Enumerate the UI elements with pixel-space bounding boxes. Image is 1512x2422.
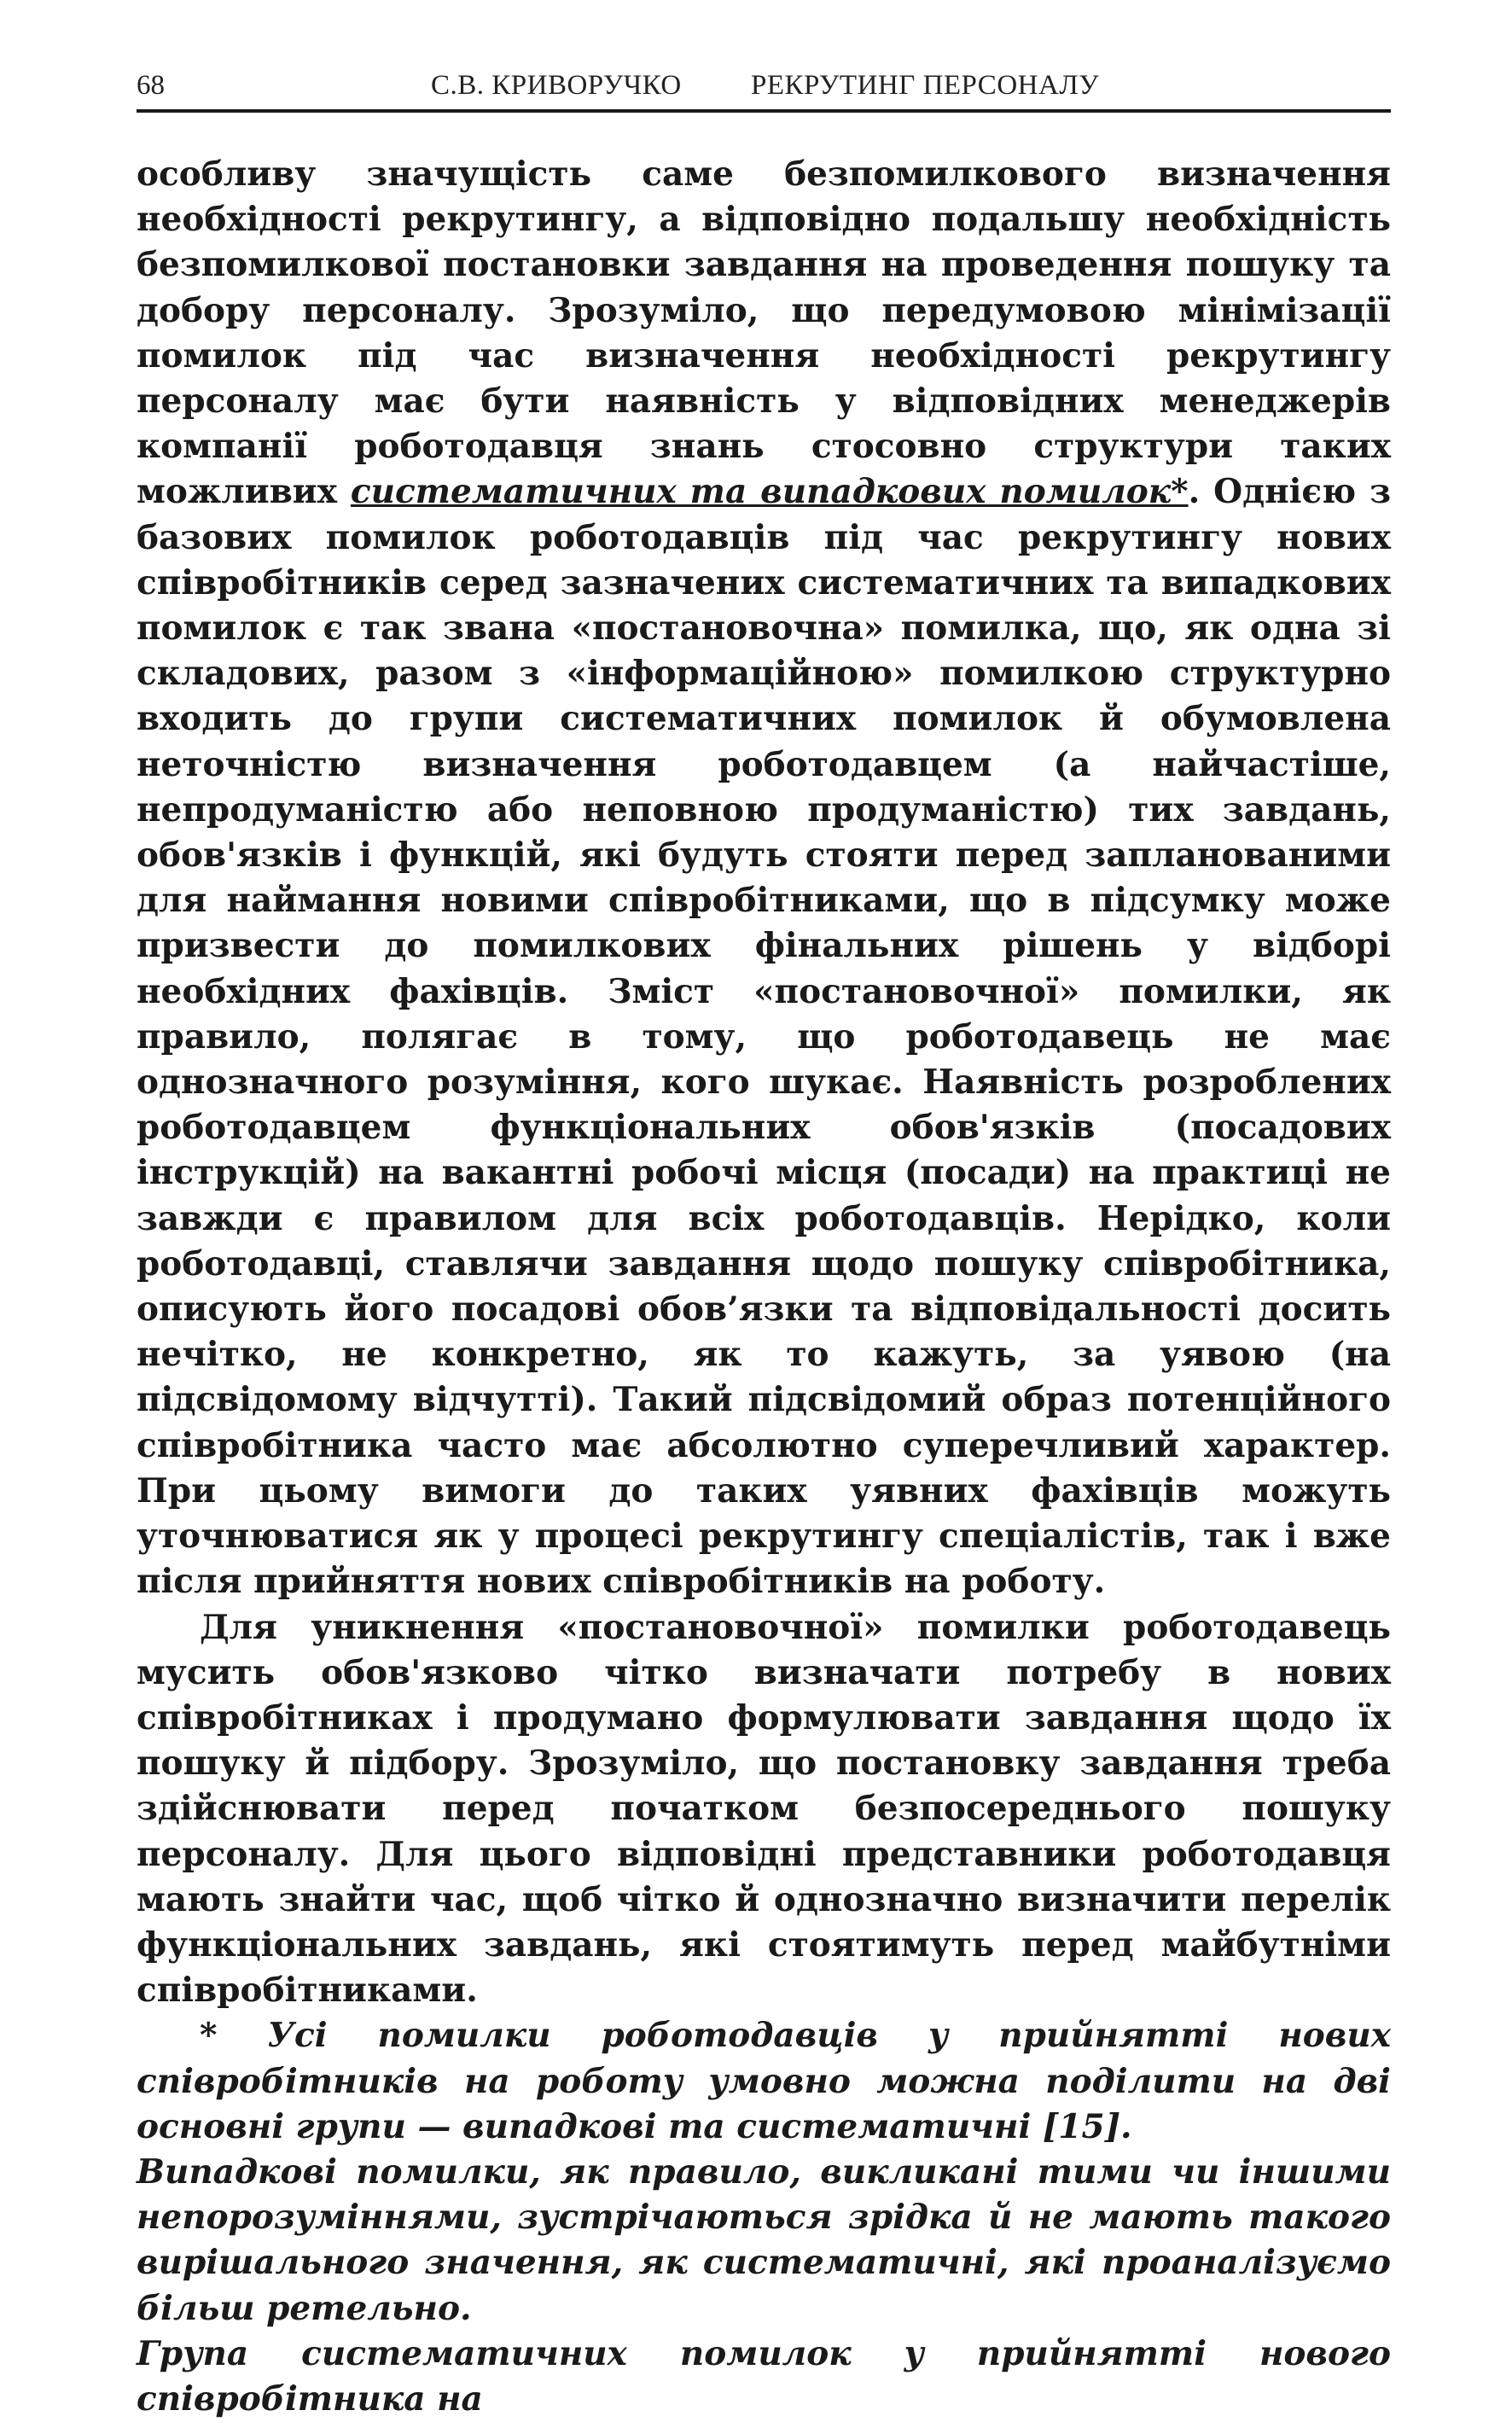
paragraph-1-part-b: . Однією з базових помилок роботодавців під час рекрутингу нових співробітників серед зазначених систематичних та випадкових помилок є так звана «постановочна» помилка, що, як одна зі складових, разом з «інформаційною» помилкою структурно входить до групи систематичних помилок й обумовлена неточністю визначення роботодавцем (а найчастіше, непродуманістю або неповною продуманістю) тих завдань, обов'язків і функцій, які будуть стояти перед запланованими для наймання новими співробітниками, що в підсумку може призвести до помилкових фінальних рішень у відборі необхідних фахівців. Зміст «постановочної» помилки, як правило, полягає в тому, що роботодавець не має однозначного розуміння, кого шукає. Наявність розроблених роботодавцем функціональних обов'язків (посадових інструкцій) на вакантні робочі місця (посади) на практиці не завжди є правилом для всіх роботодавців. Нерідко, коли роботодавці, ставлячи завдання щодо пошуку співробітника, описують його посадові обов’язки та відповідальності досить нечітко, не конкретно, як то кажуть, за уявою (на підсвідомому відчутті). Такий підсвідомий образ потенційного співробітника часто має абсолютно суперечливий характер. При цьому вимоги до таких уявних фахівців можуть уточнюватися як у процесі рекрутингу спеціалістів, так і вже після прийняття нових співробітників на роботу. bbox=[137, 472, 1391, 1602]
paragraph-2: Для уникнення «постановочної» помилки роботодавець мусить обов'язково чітко визначати потребу в нових співробітниках і продумано формулювати завдання щодо їх пошуку й підбору. Зрозуміло, що постановку завдання треба здійснювати перед початком безпосереднього пошуку персоналу. Для цього відповідні представники роботодавця мають знайти час, щоб чітко й однозначно визначити перелік функціональних завдань, які стоятимуть перед майбутніми співробітниками. bbox=[137, 1607, 1391, 2011]
footnote-reference-link[interactable]: систематичних та випадкових помилок* bbox=[350, 472, 1189, 512]
body-text bbox=[137, 152, 1391, 2422]
header-rule bbox=[137, 109, 1391, 113]
paragraph-1-part-a: особливу значущість саме безпомилкового визначення необхідності рекрутингу, а відповідно подальшу необхідність безпомилкової постановки завдання на проведення пошуку та добору персоналу. Зрозуміло, що передумовою мінімізації помилок під час визначення необхідності рекрутингу персоналу має бути наявність у відповідних менеджерів компанії роботодавця знань стосовно структури таких можливих bbox=[137, 154, 1391, 512]
footnote-paragraph-1: * Усі помилки роботодавців у прийнятті нових співробітників на роботу умовно можна поділити на дві основні групи — випадкові та систематичні [15]. bbox=[137, 2016, 1391, 2146]
page-number: 68 bbox=[137, 70, 165, 101]
footnote-paragraph-2: Випадкові помилки, як правило, викликані тими чи іншими непорозуміннями, зустрічаються зрідка й не мають такого вирішального значення, як систематичні, які проаналізуємо більш ретельно. bbox=[137, 2151, 1391, 2328]
header-book-title: РЕКРУТИНГ ПЕРСОНАЛУ bbox=[751, 70, 1100, 101]
paragraph-1 bbox=[137, 152, 1391, 1605]
running-header bbox=[137, 70, 1391, 113]
header-author: С.В. КРИВОРУЧКО bbox=[431, 70, 682, 101]
footnote-paragraph-3: Група систематичних помилок у прийнятті нового співробітника на bbox=[137, 2333, 1391, 2419]
